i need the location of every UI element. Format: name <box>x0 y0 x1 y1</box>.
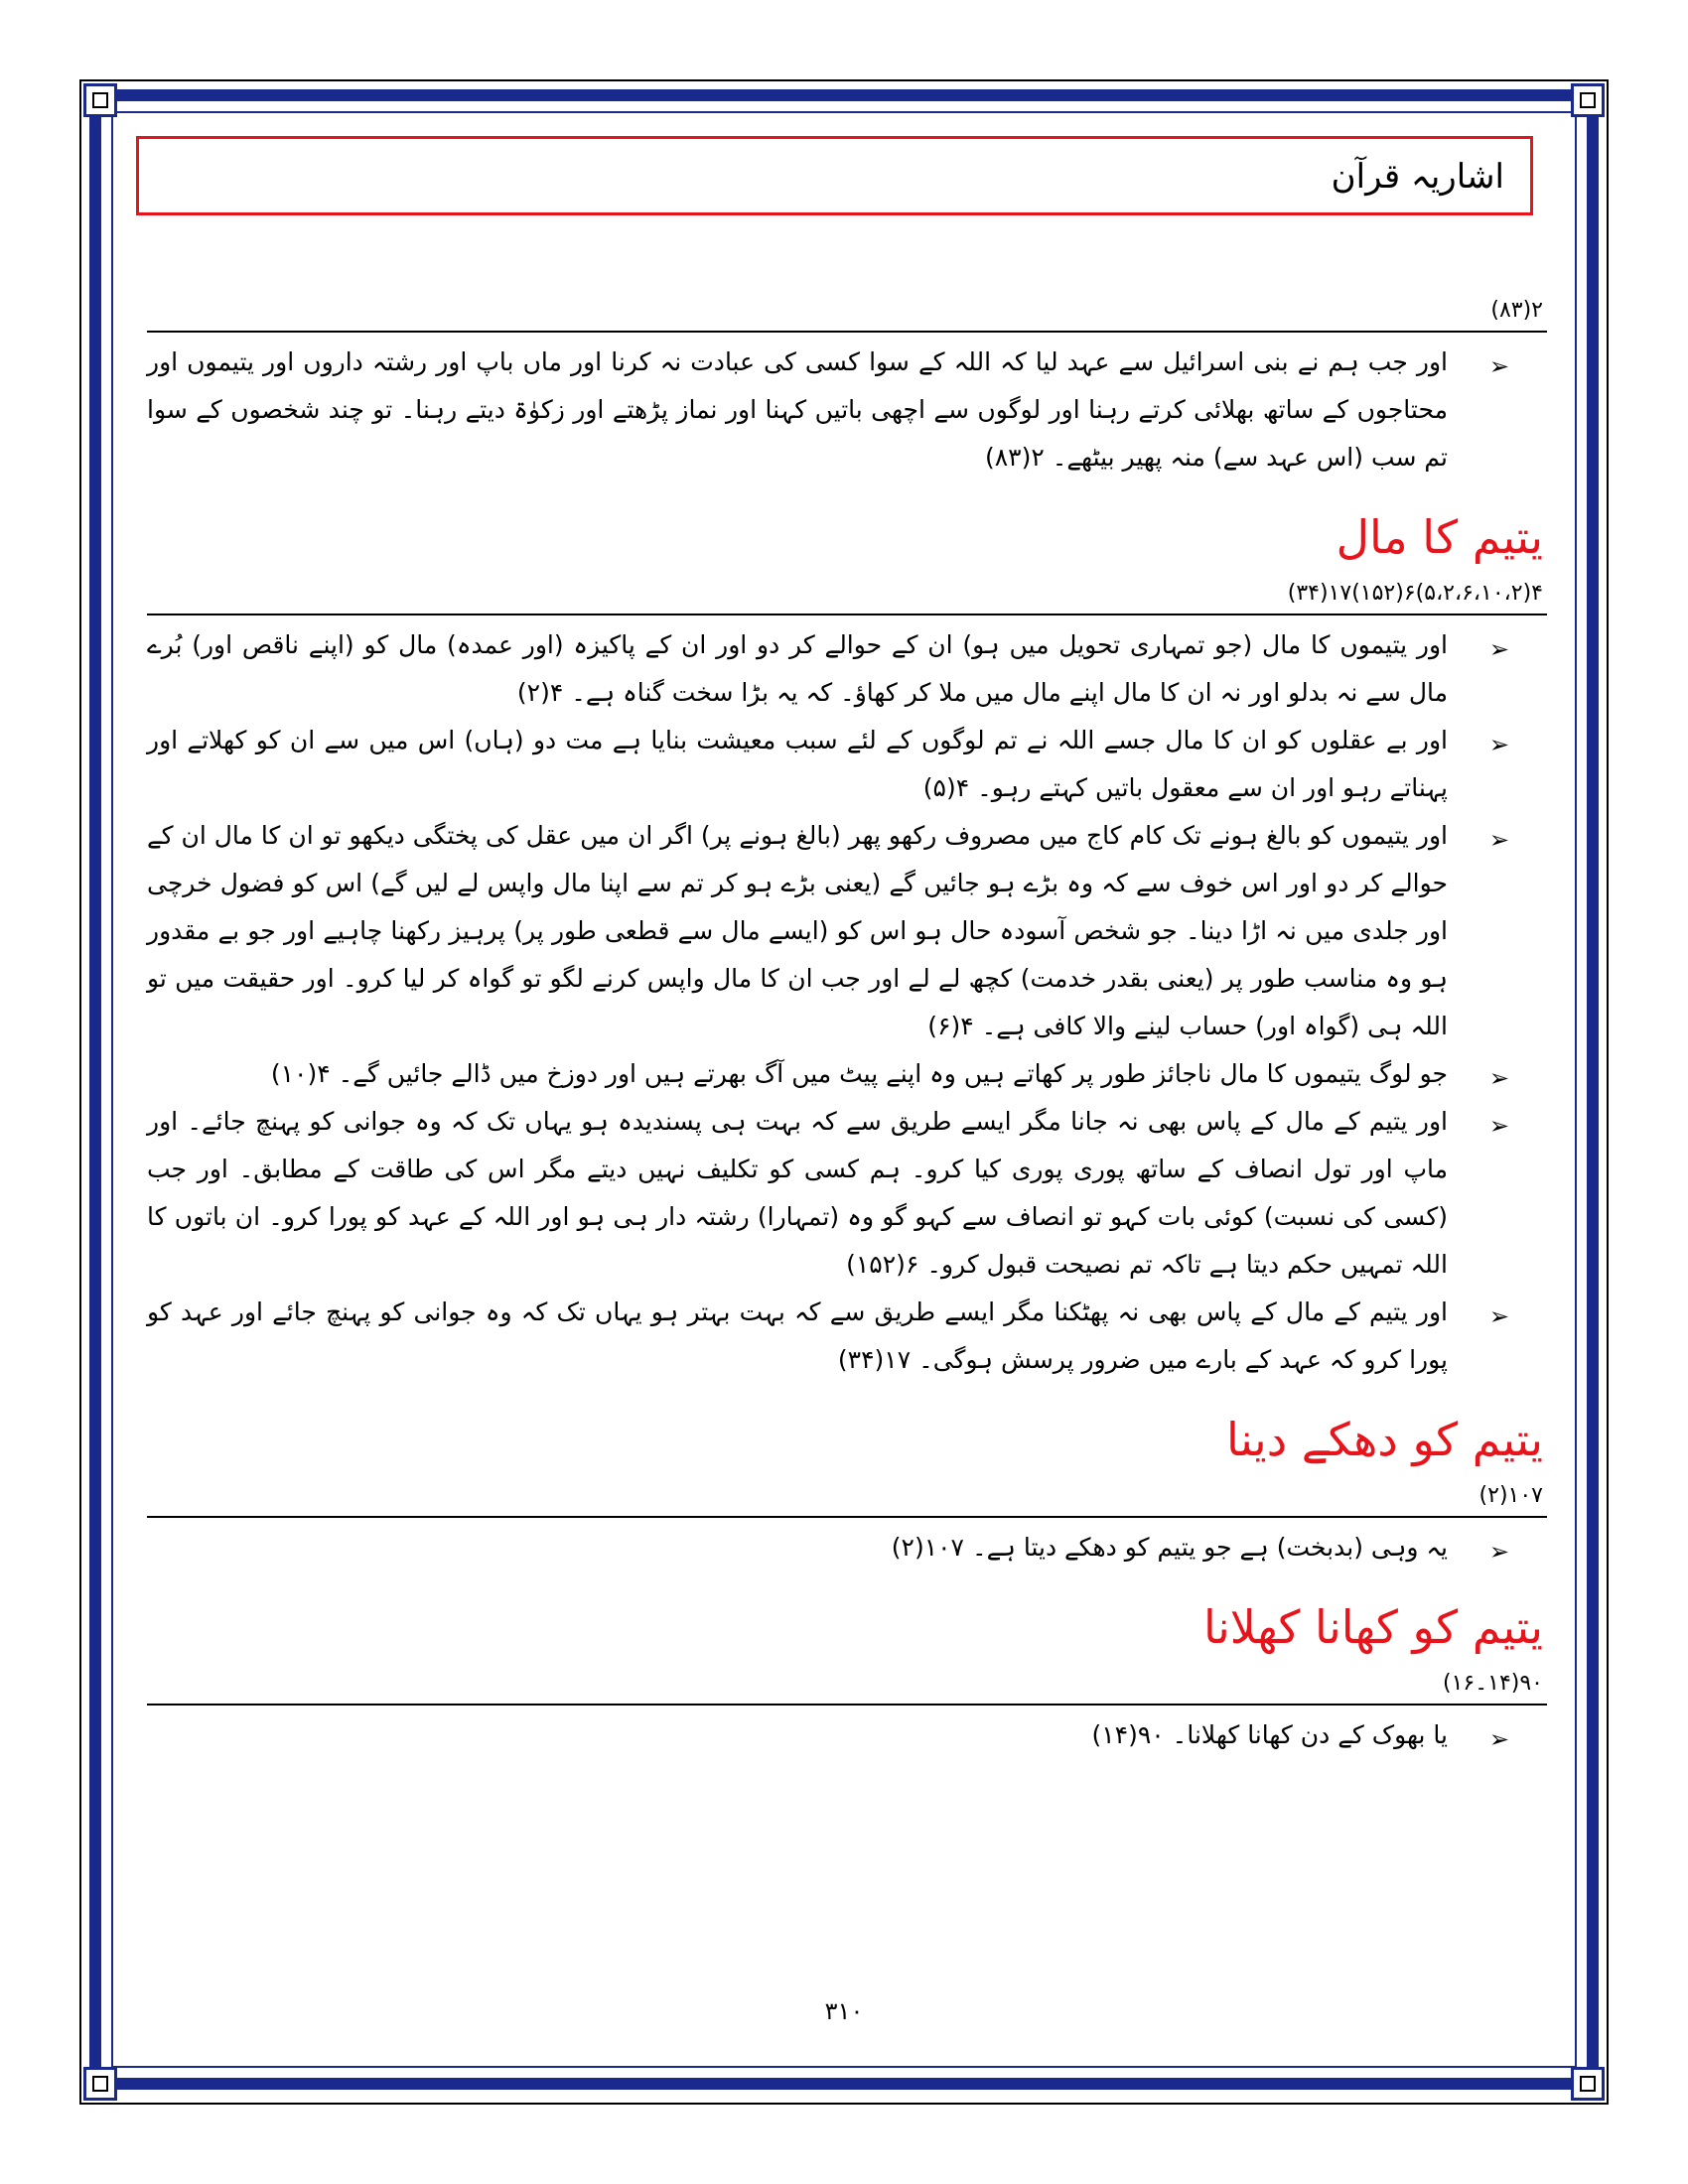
entry-text: اور یتیموں کو بالغ ہونے تک کام کاج میں مصروف رکھو پھر (بالغ ہونے پر) اگر ان میں عقل کی پختگی دیکھو تو ان کا مال ان کے حوالے کر دو اور اس خوف سے کہ وہ بڑے ہو جائیں گے (یعنی بڑے ہو کر تم سے اپنا مال واپس لے لیں گے) اس کو فضول خرچی اور جلدی میں نہ اڑا دینا۔ جو شخص آسودہ حال ہو اس کو (ایسے مال سے قطعی طور پر) پرہیز رکھنا چاہیے اور جو بے مقدور ہو وہ مناسب طور پر (یعنی بقدر خدمت) کچھ لے لے اور جب ان کا مال واپس کرنے لگو تو گواہ کر لیا کرو۔ اور حقیقت میں تو اللہ ہی (گواہ اور) حساب لینے والا کافی ہے۔ ۴(۶) <box>147 821 1448 1040</box>
arrow-bullet-icon: ➢ <box>1488 1302 1509 1330</box>
section-title: یتیم کو کھانا کھلانا <box>1202 1600 1543 1654</box>
page-header-title: اشاریہ قرآن <box>1331 156 1504 197</box>
arrow-bullet-icon: ➢ <box>1488 1725 1509 1753</box>
frame-line-bottom <box>79 2103 1609 2105</box>
intro-ref: ۲(۸۳) <box>1490 298 1543 323</box>
entry-text: یہ وہی (بدبخت) ہے جو یتیم کو دھکے دیتا ہے۔ ۱۰۷(۲) <box>891 1533 1448 1562</box>
frame-line-right <box>1607 79 1609 2105</box>
list-item <box>147 1524 1547 1571</box>
entry-text: اور جب ہم نے بنی اسرائیل سے عہد لیا کہ اللہ کے سوا کسی کی عبادت نہ کرنا اور ماں باپ اور رشتہ داروں اور یتیموں اور محتاجوں کے ساتھ بھلائی کرتے رہنا اور لوگوں سے اچھی باتیں کہنا اور نماز پڑھتے اور زکوٰۃ دیتے رہنا۔ تو چند شخصوں کے سوا تم سب (اس عہد سے) منہ پھیر بیٹھے۔ ۲(۸۳) <box>147 347 1448 472</box>
frame-corner-bottom-left <box>83 2067 117 2101</box>
header-box <box>136 136 1533 215</box>
frame-line-top <box>79 79 1609 81</box>
divider-rule <box>147 331 1547 333</box>
arrow-bullet-icon: ➢ <box>1488 1064 1509 1092</box>
intro-entry <box>147 339 1547 481</box>
section-yateem-ko-khana-khilana <box>147 1597 1547 1759</box>
section-yateem-ka-maal <box>147 507 1547 1384</box>
arrow-bullet-icon: ➢ <box>1488 731 1509 758</box>
section-ref: ۴(۵،۲،۶،۱۰،۲)۶(۱۵۲)۱۷(۳۴) <box>1287 581 1543 606</box>
entry-text: اور یتیموں کا مال (جو تمہاری تحویل میں ہو) ان کے حوالے کر دو اور ان کے پاکیزہ (اور عمدہ) مال کو (اپنے ناقص اور) بُرے مال سے نہ بدلو اور نہ ان کا مال اپنے مال میں ملا کر کھاؤ۔ کہ یہ بڑا سخت گناہ ہے۔ ۴(۲) <box>147 630 1448 707</box>
divider-rule <box>147 1704 1547 1706</box>
section-title: یتیم کو دھکے دینا <box>1226 1413 1543 1466</box>
list-item <box>147 812 1547 1050</box>
entry-text: یا بھوک کے دن کھانا کھلانا۔ ۹۰(۱۴) <box>1091 1720 1448 1749</box>
frame-corner-top-left <box>83 83 117 117</box>
list-item <box>147 1098 1547 1289</box>
frame-line-left <box>79 79 81 2105</box>
arrow-bullet-icon: ➢ <box>1488 826 1509 854</box>
section-ref: ۹۰(۱۴۔۱۶) <box>1443 1671 1543 1696</box>
entry-text: اور یتیم کے مال کے پاس بھی نہ جانا مگر ایسے طریق سے کہ بہت ہی پسندیدہ ہو یہاں تک کہ وہ جوانی کو پہنچ جائے۔ اور ماپ اور تول انصاف کے ساتھ پوری پوری کیا کرو۔ ہم کسی کو تکلیف نہیں دیتے مگر اس کی طاقت کے مطابق۔ اور جب (کسی کی نسبت) کوئی بات کہو تو انصاف سے کہو گو وہ (تمہارا) رشتہ دار ہی ہو اور اللہ کے عہد کو پورا کرو۔ ان باتوں کا اللہ تمہیں حکم دیتا ہے تاکہ تم نصیحت قبول کرو۔ ۶(۱۵۲) <box>147 1107 1448 1279</box>
section-ref: ۱۰۷(۲) <box>1478 1483 1543 1508</box>
frame-corner-top-right <box>1571 83 1605 117</box>
frame-corner-bottom-right <box>1571 2067 1605 2101</box>
divider-rule <box>147 614 1547 615</box>
list-item <box>147 1289 1547 1384</box>
arrow-bullet-icon: ➢ <box>1488 1112 1509 1140</box>
divider-rule <box>147 1516 1547 1518</box>
list-item <box>147 717 1547 812</box>
arrow-bullet-icon: ➢ <box>1488 1538 1509 1566</box>
arrow-bullet-icon: ➢ <box>1488 635 1509 663</box>
entry-text: اور یتیم کے مال کے پاس بھی نہ پھٹکنا مگر ایسے طریق سے کہ بہت بہتر ہو یہاں تک کہ وہ جوانی کو پہنچ جائے اور عہد کو پورا کرو کہ عہد کے بارے میں ضرور پرسش ہوگی۔ ۱۷(۳۴) <box>147 1297 1448 1374</box>
entry-text: جو لوگ یتیموں کا مال ناجائز طور پر کھاتے ہیں وہ اپنے پیٹ میں آگ بھرتے ہیں اور دوزخ میں ڈالے جائیں گے۔ ۴(۱۰) <box>270 1059 1448 1088</box>
arrow-bullet-icon: ➢ <box>1488 352 1509 380</box>
intro-block <box>147 298 1547 481</box>
main-content <box>147 298 1547 1759</box>
section-yateem-ko-dhakke-dena <box>147 1410 1547 1571</box>
list-item <box>147 621 1547 717</box>
section-title: یتیم کا مال <box>1336 510 1543 564</box>
entry-text: اور بے عقلوں کو ان کا مال جسے اللہ نے تم لوگوں کے لئے سبب معیشت بنایا ہے مت دو (ہاں) اس میں سے ان کو کھلاتے اور پہناتے رہو اور ان سے معقول باتیں کہتے رہو۔ ۴(۵) <box>147 726 1448 802</box>
page-number: ۳۱۰ <box>824 1997 864 2025</box>
list-item <box>147 1711 1547 1759</box>
list-item <box>147 1050 1547 1098</box>
